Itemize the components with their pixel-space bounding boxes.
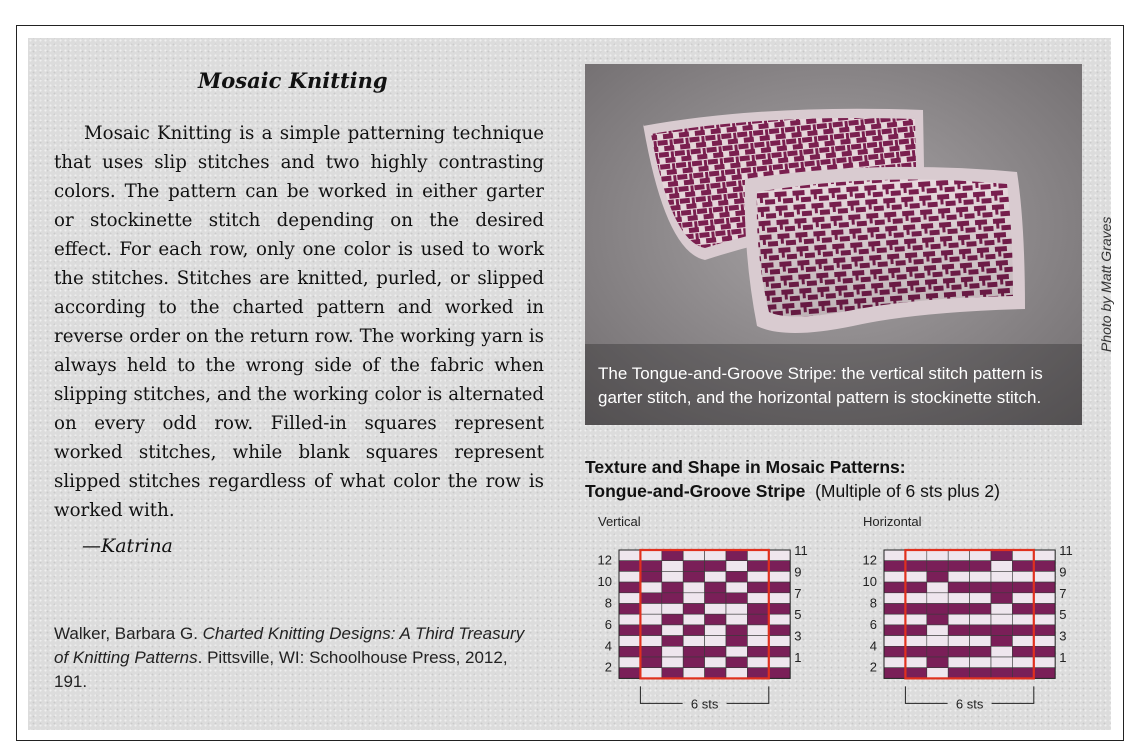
- vertical-chart-cell: [726, 614, 747, 625]
- vertical-chart-cell: [662, 625, 683, 636]
- vertical-chart-cell: [705, 636, 726, 647]
- vertical-chart-cell: [705, 614, 726, 625]
- vertical-chart-row-label: 5: [794, 607, 802, 623]
- vertical-chart-cell: [662, 636, 683, 647]
- vertical-chart-cell: [769, 646, 790, 657]
- horizontal-chart-cell: [1034, 636, 1055, 647]
- vertical-chart-cell: [662, 593, 683, 604]
- horizontal-chart-cell: [884, 614, 905, 625]
- horizontal-chart-cell: [1034, 657, 1055, 668]
- vertical-chart-cell: [769, 561, 790, 572]
- horizontal-chart-cell: [927, 636, 948, 647]
- horizontal-chart-cell: [1034, 550, 1055, 561]
- vertical-chart-row-label: 3: [794, 628, 802, 644]
- horizontal-chart-cell: [1012, 561, 1033, 572]
- horizontal-chart-row-label: 2: [869, 659, 877, 675]
- vertical-chart-row-label: 9: [794, 564, 802, 580]
- vertical-chart-cell: [662, 550, 683, 561]
- vertical-chart-cell: [640, 614, 661, 625]
- horizontal-chart-repeat-label: 6 sts: [955, 696, 984, 712]
- vertical-chart-cell: [619, 593, 640, 604]
- horizontal-chart-cell: [948, 636, 969, 647]
- vertical-chart-cell: [726, 571, 747, 582]
- horizontal-chart-cell: [905, 636, 926, 647]
- horizontal-chart-cell: [905, 571, 926, 582]
- horizontal-chart-cell: [905, 646, 926, 657]
- vertical-chart-cell: [619, 571, 640, 582]
- horizontal-chart-cell: [927, 593, 948, 604]
- horizontal-chart-row-label: 11: [1059, 543, 1073, 558]
- horizontal-chart-cell: [927, 614, 948, 625]
- horizontal-chart-cell: [1012, 614, 1033, 625]
- charts-heading: [585, 455, 1105, 503]
- citation: [54, 622, 534, 694]
- horizontal-chart-row-label: 6: [869, 616, 877, 632]
- horizontal-chart-bracket-left: [905, 686, 947, 703]
- horizontal-chart-row-label: 1: [1059, 650, 1067, 665]
- vertical-chart-cell: [769, 657, 790, 668]
- vertical-chart-cell: [747, 657, 768, 668]
- vertical-chart-cell: [705, 668, 726, 679]
- vertical-chart-cell: [683, 636, 704, 647]
- vertical-chart-row-label: 11: [794, 543, 808, 558]
- article-body: [54, 119, 544, 525]
- vertical-chart-cell: [705, 550, 726, 561]
- vertical-chart-cell: [683, 668, 704, 679]
- horizontal-chart-cell: [1012, 636, 1033, 647]
- vertical-chart-cell: [619, 561, 640, 572]
- vertical-chart-cell: [705, 571, 726, 582]
- horizontal-chart-cell: [948, 550, 969, 561]
- vertical-chart-cell: [705, 593, 726, 604]
- horizontal-chart-cell: [970, 646, 991, 657]
- horizontal-chart-cell: [905, 614, 926, 625]
- vertical-chart-cell: [726, 636, 747, 647]
- horizontal-chart-cell: [1012, 571, 1033, 582]
- horizontal-chart-cell: [1034, 646, 1055, 657]
- horizontal-chart-cell: [1034, 625, 1055, 636]
- vertical-chart-cell: [619, 604, 640, 615]
- horizontal-chart-cell: [948, 604, 969, 615]
- horizontal-chart-cell: [1034, 614, 1055, 625]
- vertical-chart-cell: [726, 657, 747, 668]
- vertical-chart-cell: [662, 561, 683, 572]
- horizontal-chart-cell: [1012, 604, 1033, 615]
- horizontal-chart-cell: [927, 625, 948, 636]
- horizontal-chart-cell: [948, 571, 969, 582]
- horizontal-chart-cell: [884, 646, 905, 657]
- horizontal-chart-row-label: 10: [862, 574, 877, 590]
- horizontal-chart-cell: [884, 668, 905, 679]
- vertical-chart-cell: [769, 593, 790, 604]
- horizontal-chart-cell: [905, 593, 926, 604]
- horizontal-chart-cell: [1034, 593, 1055, 604]
- vertical-chart-cell: [640, 604, 661, 615]
- horizontal-chart-cell: [1012, 668, 1033, 679]
- horizontal-chart-cell: [970, 593, 991, 604]
- horizontal-chart-cell: [970, 657, 991, 668]
- vertical-chart-row-label: 4: [604, 638, 612, 654]
- horizontal-chart-cell: [927, 604, 948, 615]
- vertical-chart-cell: [747, 625, 768, 636]
- horizontal-chart-cell: [991, 593, 1012, 604]
- vertical-chart-cell: [640, 646, 661, 657]
- horizontal-chart-cell: [991, 550, 1012, 561]
- horizontal-chart-cell: [905, 604, 926, 615]
- horizontal-chart-cell: [884, 582, 905, 593]
- horizontal-chart-cell: [1012, 593, 1033, 604]
- vertical-chart-cell: [769, 604, 790, 615]
- horizontal-chart-cell: [948, 625, 969, 636]
- horizontal-chart-cell: [970, 582, 991, 593]
- vertical-chart-cell: [705, 604, 726, 615]
- horizontal-chart-cell: [948, 561, 969, 572]
- vertical-chart-row-label: 1: [794, 650, 802, 665]
- vertical-chart-cell: [640, 550, 661, 561]
- vertical-chart-cell: [662, 657, 683, 668]
- charts-heading-line1: Texture and Shape in Mosaic Patterns:: [585, 457, 906, 477]
- pattern-name: Tongue-and-Groove Stripe: [585, 481, 806, 501]
- vertical-chart-title: Vertical: [598, 514, 641, 529]
- vertical-chart-bracket-left: [640, 686, 682, 703]
- horizontal-chart-cell: [1034, 668, 1055, 679]
- vertical-chart-cell: [619, 636, 640, 647]
- horizontal-chart-cell: [905, 582, 926, 593]
- horizontal-chart-cell: [991, 582, 1012, 593]
- horizontal-chart-cell: [1012, 582, 1033, 593]
- horizontal-chart-cell: [1012, 550, 1033, 561]
- vertical-chart-row-label: 8: [604, 595, 612, 611]
- vertical-chart-cell: [705, 582, 726, 593]
- vertical-chart-cell: [640, 636, 661, 647]
- vertical-chart-bracket-right: [727, 686, 769, 703]
- horizontal-chart-cell: [884, 550, 905, 561]
- horizontal-chart-row-label: 4: [869, 638, 877, 654]
- vertical-chart-cell: [640, 561, 661, 572]
- article-title: Mosaic Knitting: [198, 68, 388, 93]
- vertical-chart-cell: [683, 593, 704, 604]
- horizontal-chart-cell: [991, 657, 1012, 668]
- vertical-chart-cell: [683, 550, 704, 561]
- vertical-chart-cell: [705, 646, 726, 657]
- vertical-chart-cell: [705, 561, 726, 572]
- vertical-chart-cell: [640, 593, 661, 604]
- horizontal-chart-cell: [1034, 561, 1055, 572]
- horizontal-chart-cell: [884, 593, 905, 604]
- horizontal-chart-cell: [970, 614, 991, 625]
- horizontal-chart-cell: [970, 604, 991, 615]
- horizontal-chart-row-label: 8: [869, 595, 877, 611]
- vertical-chart-cell: [683, 657, 704, 668]
- photo-caption: The Tongue-and-Groove Stripe: the vertical stitch pattern is garter stitch, and the horizontal pattern is stockinette stitch.: [598, 364, 1043, 407]
- vertical-chart-cell: [726, 593, 747, 604]
- vertical-chart-cell: [640, 571, 661, 582]
- horizontal-chart: [855, 540, 1105, 715]
- horizontal-chart-cell: [927, 657, 948, 668]
- horizontal-chart-cell: [905, 668, 926, 679]
- vertical-chart-cell: [747, 668, 768, 679]
- vertical-chart-cell: [705, 625, 726, 636]
- vertical-chart-cell: [726, 561, 747, 572]
- horizontal-chart-cell: [948, 582, 969, 593]
- photo-credit: Photo by Matt Graves: [1098, 216, 1114, 352]
- horizontal-chart-title: Horizontal: [863, 514, 922, 529]
- vertical-chart-cell: [769, 668, 790, 679]
- horizontal-chart-row-label: 3: [1059, 628, 1067, 644]
- horizontal-chart-cell: [884, 571, 905, 582]
- vertical-chart-cell: [619, 657, 640, 668]
- vertical-chart-cell: [726, 582, 747, 593]
- vertical-chart-cell: [662, 582, 683, 593]
- vertical-chart-cell: [683, 625, 704, 636]
- vertical-chart-cell: [769, 636, 790, 647]
- vertical-chart: [590, 540, 840, 715]
- citation-publisher: . Pittsville, WI: Schoolhouse Press, 2012, 191.: [54, 648, 508, 691]
- horizontal-chart-cell: [927, 571, 948, 582]
- horizontal-chart-cell: [991, 625, 1012, 636]
- horizontal-chart-cell: [991, 561, 1012, 572]
- vertical-chart-row-label: 12: [597, 552, 612, 568]
- horizontal-chart-cell: [991, 668, 1012, 679]
- vertical-chart-cell: [747, 593, 768, 604]
- vertical-chart-cell: [662, 646, 683, 657]
- horizontal-chart-cell: [1012, 657, 1033, 668]
- vertical-chart-cell: [747, 604, 768, 615]
- horizontal-chart-cell: [905, 561, 926, 572]
- horizontal-chart-bracket-right: [992, 686, 1034, 703]
- horizontal-chart-row-label: 7: [1059, 585, 1067, 601]
- citation-book-title: Charted Knitting Designs: A Third Treasury of Knitting Patterns: [54, 624, 525, 667]
- vertical-chart-cell: [683, 604, 704, 615]
- horizontal-chart-cell: [970, 636, 991, 647]
- vertical-chart-cell: [640, 657, 661, 668]
- vertical-chart-cell: [619, 646, 640, 657]
- vertical-chart-cell: [640, 668, 661, 679]
- vertical-chart-cell: [747, 646, 768, 657]
- horizontal-chart-cell: [948, 593, 969, 604]
- vertical-chart-cell: [769, 625, 790, 636]
- vertical-chart-cell: [747, 561, 768, 572]
- vertical-chart-cell: [662, 668, 683, 679]
- horizontal-chart-row-label: 9: [1059, 564, 1067, 580]
- horizontal-chart-cell: [927, 646, 948, 657]
- vertical-chart-row-label: 2: [604, 659, 612, 675]
- horizontal-chart-cell: [927, 550, 948, 561]
- vertical-chart-cell: [747, 550, 768, 561]
- vertical-chart-cell: [726, 646, 747, 657]
- vertical-chart-cell: [747, 582, 768, 593]
- vertical-chart-row-label: 7: [794, 585, 802, 601]
- article-paragraph: Mosaic Knitting is a simple patterning technique that uses slip stitches and two highly contrasting colors. The pattern can be worked in either garter or stockinette stitch depending on the desired effect. For each row, only one color is used to work the stitches. Stitches are knitted, purled, or slipped according to the charted pattern and worked in reverse order on the return row. The working yarn is always held to the wrong side of the fabric when slipping stitches, and the working color is alternated on every odd row. Filled-in squares represent worked stitches, while blank squares represent slipped stitches regardless of what color the row is worked with.: [54, 123, 544, 521]
- horizontal-chart-cell: [927, 582, 948, 593]
- horizontal-chart-row-label: 5: [1059, 607, 1067, 623]
- horizontal-chart-cell: [927, 561, 948, 572]
- horizontal-chart-cell: [905, 550, 926, 561]
- horizontal-chart-cell: [905, 625, 926, 636]
- vertical-chart-cell: [640, 625, 661, 636]
- horizontal-chart-cell: [991, 614, 1012, 625]
- author-signoff: —Katrina: [82, 535, 173, 557]
- vertical-chart-cell: [662, 604, 683, 615]
- horizontal-chart-cell: [884, 625, 905, 636]
- horizontal-chart-cell: [884, 561, 905, 572]
- vertical-chart-cell: [747, 614, 768, 625]
- horizontal-chart-cell: [991, 646, 1012, 657]
- horizontal-chart-cell: [991, 604, 1012, 615]
- horizontal-chart-cell: [1034, 604, 1055, 615]
- horizontal-chart-row-label: 12: [862, 552, 877, 568]
- vertical-chart-cell: [726, 625, 747, 636]
- horizontal-chart-cell: [948, 657, 969, 668]
- vertical-chart-cell: [640, 582, 661, 593]
- citation-author: Walker, Barbara G.: [54, 624, 203, 643]
- horizontal-chart-cell: [970, 550, 991, 561]
- horizontal-chart-cell: [970, 561, 991, 572]
- vertical-chart-repeat-label: 6 sts: [690, 696, 719, 712]
- vertical-chart-row-label: 10: [597, 574, 612, 590]
- vertical-chart-cell: [769, 550, 790, 561]
- vertical-chart-cell: [683, 646, 704, 657]
- horizontal-chart-cell: [948, 646, 969, 657]
- horizontal-chart-cell: [970, 571, 991, 582]
- vertical-chart-cell: [619, 614, 640, 625]
- vertical-chart-cell: [747, 571, 768, 582]
- pattern-multiple: (Multiple of 6 sts plus 2): [815, 481, 1000, 501]
- vertical-chart-cell: [619, 668, 640, 679]
- horizontal-chart-cell: [905, 657, 926, 668]
- horizontal-chart-cell: [970, 668, 991, 679]
- vertical-chart-cell: [747, 636, 768, 647]
- vertical-chart-cell: [683, 571, 704, 582]
- horizontal-chart-cell: [1012, 625, 1033, 636]
- horizontal-chart-cell: [991, 636, 1012, 647]
- vertical-chart-cell: [619, 582, 640, 593]
- vertical-chart-cell: [683, 582, 704, 593]
- vertical-chart-cell: [726, 668, 747, 679]
- horizontal-chart-cell: [927, 668, 948, 679]
- horizontal-chart-cell: [884, 636, 905, 647]
- vertical-chart-cell: [705, 657, 726, 668]
- horizontal-chart-cell: [948, 668, 969, 679]
- horizontal-chart-cell: [970, 625, 991, 636]
- vertical-chart-cell: [769, 571, 790, 582]
- horizontal-chart-cell: [884, 657, 905, 668]
- vertical-chart-cell: [619, 550, 640, 561]
- horizontal-chart-cell: [991, 571, 1012, 582]
- vertical-chart-cell: [662, 571, 683, 582]
- horizontal-chart-cell: [884, 604, 905, 615]
- horizontal-chart-cell: [1034, 571, 1055, 582]
- vertical-chart-cell: [683, 561, 704, 572]
- vertical-chart-cell: [662, 614, 683, 625]
- vertical-chart-row-label: 6: [604, 616, 612, 632]
- horizontal-chart-cell: [948, 614, 969, 625]
- horizontal-chart-cell: [1012, 646, 1033, 657]
- vertical-chart-cell: [769, 614, 790, 625]
- vertical-chart-cell: [769, 582, 790, 593]
- vertical-chart-cell: [726, 604, 747, 615]
- vertical-chart-cell: [726, 550, 747, 561]
- vertical-chart-cell: [683, 614, 704, 625]
- vertical-chart-cell: [619, 625, 640, 636]
- horizontal-chart-cell: [1034, 582, 1055, 593]
